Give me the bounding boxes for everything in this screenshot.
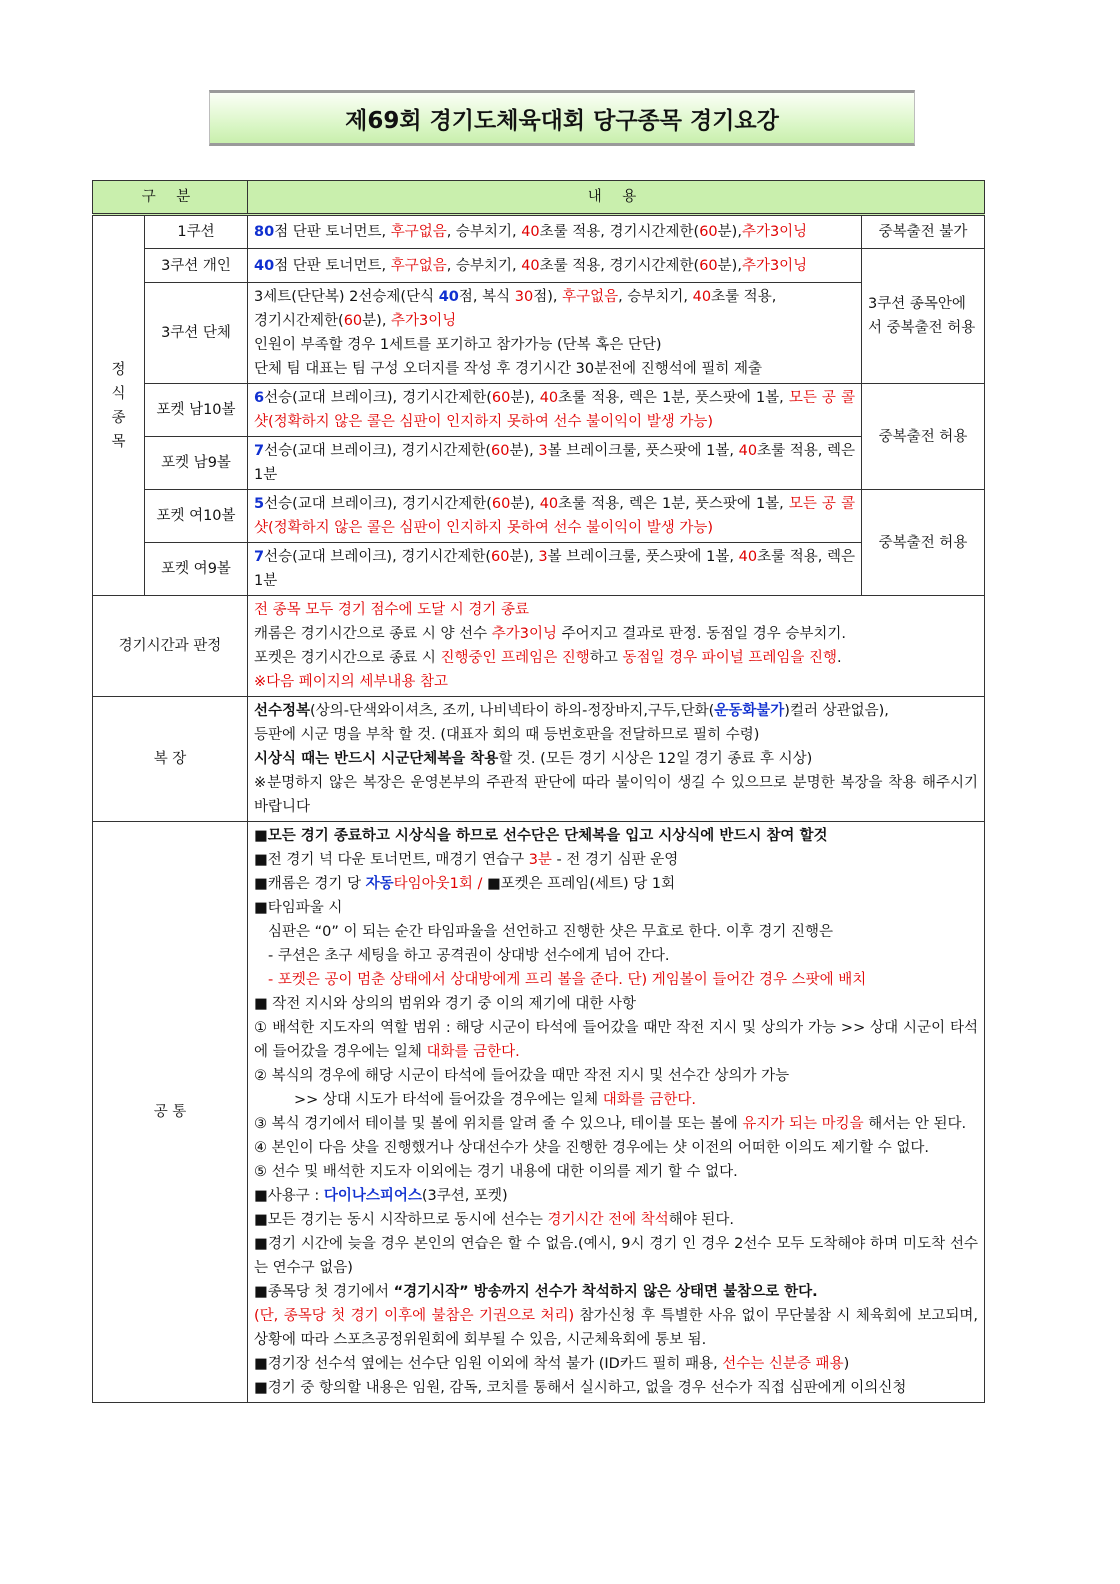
text-run: 60 [491, 443, 510, 459]
text-run: 후구없음 [562, 289, 619, 305]
text-run: 참가신청 후 특별한 사유 없이 무단불참 시 체육회에 보고되며, 상황에 따라 스포츠공정위원회에 회부될 수 있음, 시군체육회에 통보 됨. [254, 1308, 978, 1348]
text-run: 시상식 때는 반드시 시군단체복을 착용 [254, 751, 499, 767]
text-run: >> 상대 시도가 타석에 들어갔을 경우에는 일체 [294, 1092, 603, 1108]
common-rule-line [254, 824, 978, 848]
event-name: 1쿠션 [145, 215, 248, 249]
text-run: 캐롬은 경기시간으로 종료 시 양 선수 [254, 626, 492, 642]
uniform-content [248, 697, 985, 822]
text-run: 타임아웃1회 / [393, 876, 487, 892]
text-run: 모든 공 콜 샷(정확하지 않은 콜은 심판이 인지하지 못하여 선수 불이익이 발생 가능) [254, 390, 855, 430]
common-rule-line [254, 1280, 978, 1304]
text-run: ■ 작전 지시와 상의의 범위와 경기 중 이의 제기에 대한 사항 [254, 996, 636, 1012]
header-content: 내 용 [248, 181, 985, 215]
text-run: 초룰 적용, 렉은 1분 [254, 443, 855, 483]
text-run: 40 [438, 289, 459, 305]
event-name: 포켓 남10볼 [145, 384, 248, 437]
text-run: ■전 경기 넉 다운 토너먼트, 매경기 연습구 [254, 852, 529, 868]
text-run: 60 [491, 390, 511, 406]
text-run: 40 [521, 257, 540, 274]
text-run: 분), [510, 390, 540, 406]
text-run: 40 [539, 496, 559, 512]
event-rule [248, 283, 862, 384]
text-run: - 포켓은 공이 멈춘 상태에서 상대방에게 프리 볼을 준다. 단) 게임볼이 들어간 경우 스팟에 배치 [268, 972, 867, 988]
text-run: 80 [254, 224, 275, 240]
text-run: 점, 복식 [458, 289, 515, 305]
text-run: 40 [539, 390, 559, 406]
text-run: 선승(교대 브레이크), 경기시간제한( [264, 390, 492, 406]
text-run: 분), [362, 313, 392, 329]
text-run: 3분 [528, 852, 552, 868]
text-run: , 승부치기, [618, 289, 693, 305]
text-run: 운동화불가 [714, 703, 785, 719]
text-run: ■경기 시간에 늦을 경우 본인의 연습은 할 수 없음.(예시, 9시 경기 인 경우 2선수 모두 도착해야 하며 미도착 선수는 연수구 없음) [254, 1236, 978, 1276]
text-run: 분), [717, 224, 742, 240]
text-run: 선승(교대 브레이크), 경기시간제한( [264, 443, 492, 459]
text-run: ■종목당 첫 경기에서 [254, 1284, 394, 1300]
time-judgment-content [248, 596, 985, 697]
uniform-label: 복 장 [93, 697, 248, 822]
text-run: 유지가 되는 마킹을 [742, 1116, 864, 1132]
text-run: 하고 [589, 650, 623, 666]
text-run: 초룰 적용, 경기시간제한( [539, 224, 700, 240]
event-name: 3쿠션 단체 [145, 283, 248, 384]
time-judgment-label: 경기시간과 판정 [93, 596, 248, 697]
text-run: 점 단판 토너먼트, [274, 257, 391, 274]
event-rule [248, 215, 862, 249]
event-name: 3쿠션 개인 [145, 249, 248, 283]
text-run: 볼 브레이크룰, 풋스팟에 1볼, [547, 549, 739, 565]
event-name: 포켓 남9볼 [145, 437, 248, 490]
event-note: 3쿠션 종목안에서 중복출전 허용 [862, 249, 985, 384]
common-rule-line [254, 1088, 978, 1112]
text-run: ② 복식의 경우에 해당 시군이 타석에 들어갔을 때만 작전 지시 및 선수간 상의가 가능 [254, 1068, 790, 1084]
common-rule-line [254, 896, 978, 920]
text-run: 7 [254, 443, 265, 459]
common-rule-line [254, 1208, 978, 1232]
text-run: 인원이 부족할 경우 1세트를 포기하고 참가가능 (단복 혹은 단단) [254, 337, 662, 353]
text-run: 선승(교대 브레이크), 경기시간제한( [264, 496, 492, 512]
text-run: 7 [254, 549, 265, 565]
text-run: “경기시작” 방송까지 선수가 착석하지 않은 상태면 불참으로 한다. [393, 1284, 818, 1300]
text-run: 분), [509, 549, 539, 565]
text-run: 모든 공 콜 샷(정확하지 않은 콜은 심판이 인지하지 못하여 선수 불이익이 발생 가능) [254, 496, 855, 536]
text-run: , 승부치기, [446, 224, 522, 240]
text-run: 추가3이닝 [491, 626, 558, 642]
common-rule-line [254, 920, 978, 944]
common-rule-line [254, 872, 978, 896]
common-rule-line [254, 1064, 978, 1088]
common-rule-line [254, 1352, 978, 1376]
text-run: 볼 브레이크룰, 풋스팟에 1볼, [547, 443, 739, 459]
text-run: 3세트(단단복) 2선승제(단식 [254, 289, 439, 305]
common-rule-line [254, 1112, 978, 1136]
common-rule-line [254, 1304, 978, 1352]
text-run: 분), [509, 443, 539, 459]
common-rule-line [254, 1160, 978, 1184]
text-run: . [837, 650, 842, 666]
text-run: 해서는 안 된다. [863, 1116, 967, 1132]
text-run: 30 [514, 289, 534, 305]
text-run: 할 것. (모든 경기 시상은 12일 경기 종료 후 시상) [498, 751, 813, 767]
text-run: 후구없음 [390, 257, 447, 274]
text-run: 초룰 적용, 렉은 1분 [254, 549, 855, 589]
text-run: 60 [699, 224, 718, 240]
text-run: 진행중인 프레임은 진행 [440, 650, 590, 666]
text-run: 경기시간제한( [254, 313, 344, 329]
text-run: 다이나스피어스 [323, 1188, 422, 1204]
common-rule-line [254, 968, 978, 992]
text-run: ① 배석한 지도자의 역할 범위 : 해당 시군이 타석에 들어갔을 때만 작전 지시 및 상의가 가능 >> 상대 시군이 타석에 들어갔을 경우에는 일체 [254, 1020, 979, 1060]
text-run: 대화를 금한다. [602, 1092, 696, 1108]
event-note: 중복출전 불가 [862, 215, 985, 249]
text-run: )컬러 상관없음), [784, 703, 889, 719]
text-run: - 전 경기 심판 운영 [551, 852, 679, 868]
text-run: ※다음 페이지의 세부내용 참고 [254, 674, 449, 690]
text-run: 초룰 적용, [711, 289, 777, 305]
text-run: 선수는 신분증 패용 [722, 1356, 844, 1372]
text-run: ■포켓은 프레임(세트) 당 1회 [486, 876, 676, 892]
text-run: 포켓은 경기시간으로 종료 시 [254, 650, 441, 666]
text-run: 5 [254, 496, 265, 512]
text-run: 추가3이닝 [741, 257, 808, 274]
text-run: 60 [491, 549, 510, 565]
common-rule-line [254, 848, 978, 872]
text-run: 3 [538, 549, 548, 565]
text-run: ) [843, 1356, 850, 1372]
text-run: 해야 된다. [668, 1212, 735, 1228]
text-run: ④ 본인이 다음 샷을 진행했거나 상대선수가 샷을 진행한 경우에는 샷 이전의 어떠한 이의도 제기할 수 없다. [254, 1140, 930, 1156]
text-run: 선승(교대 브레이크), 경기시간제한( [264, 549, 492, 565]
common-rule-line [254, 1376, 978, 1400]
text-run: ※분명하지 않은 복장은 운영본부의 주관적 판단에 따라 불이익이 생길 수 있으므로 분명한 복장을 착용 해주시기 바랍니다 [254, 775, 978, 815]
common-label: 공 통 [93, 822, 248, 1403]
text-run: 점), [533, 289, 563, 305]
event-rule [248, 437, 862, 490]
common-content [248, 822, 985, 1403]
text-run: ■경기 중 항의할 내용은 임원, 감독, 코치를 통해서 실시하고, 없을 경우 선수가 직접 심판에게 이의신청 [254, 1380, 907, 1396]
text-run: 심판은 “0” 이 되는 순간 타임파울을 선언하고 진행한 샷은 무효로 한다. 이후 경기 진행은 [268, 924, 834, 940]
title-box [209, 90, 915, 146]
text-run: 분), [717, 257, 742, 274]
text-run: 분), [510, 496, 540, 512]
event-name: 포켓 여9볼 [145, 543, 248, 596]
text-run: 후구없음 [390, 224, 447, 240]
text-run: 초룰 적용, 경기시간제한( [539, 257, 700, 274]
text-run: 60 [491, 496, 511, 512]
text-run: 경기시간 전에 착석 [547, 1212, 669, 1228]
text-run: ■타임파울 시 [254, 900, 343, 916]
official-events-label: 정 식 종 목 [93, 215, 145, 596]
header-category: 구 분 [93, 181, 248, 215]
text-run: 40 [692, 289, 712, 305]
event-rule [248, 384, 862, 437]
text-run: ③ 복식 경기에서 테이블 및 볼에 위치를 알려 줄 수 있으나, 테이블 또는 볼에 [254, 1116, 743, 1132]
text-run: - 쿠션은 초구 세팅을 하고 공격권이 상대방 선수에게 넘어 간다. [268, 948, 670, 964]
text-run: 단체 팀 대표는 팀 구성 오더지를 작성 후 경기시간 30분전에 진행석에 필히 제출 [254, 361, 762, 377]
common-rule-line [254, 1184, 978, 1208]
text-run: , 승부치기, [446, 257, 522, 274]
text-run: (3쿠션, 포켓) [421, 1188, 508, 1204]
text-run: 추가3이닝 [741, 224, 808, 240]
text-run: 40 [521, 224, 540, 240]
text-run: ■모든 경기는 동시 시작하므로 동시에 선수는 [254, 1212, 548, 1228]
text-run: (상의-단색와이셔츠, 조끼, 나비넥타이 하의-정장바지,구두,단화( [310, 703, 715, 719]
text-run: 60 [343, 313, 363, 329]
text-run: 추가3이닝 [391, 313, 457, 329]
common-rule-line [254, 1136, 978, 1160]
text-run: 40 [738, 443, 758, 459]
event-rule [248, 490, 862, 543]
page-title: 제69회 경기도체육대회 당구종목 경기요강 [345, 107, 779, 134]
text-run: 동점일 경우 파이널 프레임을 진행 [622, 650, 837, 666]
text-run: 40 [738, 549, 758, 565]
text-run: 60 [699, 257, 718, 274]
common-rule-line [254, 992, 978, 1016]
text-run: 자동 [365, 876, 394, 892]
text-run: 등판에 시군 명을 부착 할 것. (대표자 회의 때 등번호판을 전달하므로 필히 수령) [254, 727, 760, 743]
text-run: 주어지고 결과로 판정. 동점일 경우 승부치기. [557, 626, 847, 642]
common-rule-line [254, 1232, 978, 1280]
text-run: 선수정복 [254, 703, 311, 719]
text-run: ■경기장 선수석 옆에는 선수단 임원 이외에 착석 불가 (ID카드 필히 패용, [254, 1356, 723, 1372]
text-run: ■모든 경기 종료하고 시상식을 하므로 선수단은 단체복을 입고 시상식에 반드시 참여 할것 [254, 828, 828, 844]
text-run: ■사용구 : [254, 1188, 324, 1204]
text-run: ■캐롬은 경기 당 [254, 876, 366, 892]
text-run: 점 단판 토너먼트, [274, 224, 391, 240]
text-run: 6 [254, 390, 265, 406]
text-run: ⑤ 선수 및 배석한 지도자 이외에는 경기 내용에 대한 이의를 제기 할 수 없다. [254, 1164, 738, 1180]
text-run: 40 [254, 257, 275, 274]
event-name: 포켓 여10볼 [145, 490, 248, 543]
event-note: 중복출전 허용 [862, 490, 985, 596]
event-note: 중복출전 허용 [862, 384, 985, 490]
text-run: 대화를 금한다. [426, 1044, 520, 1060]
text-run: (단, 종목당 첫 경기 이후에 불참은 기권으로 처리) [254, 1308, 575, 1324]
text-run: 초룰 적용, 렉은 1분, 풋스팟에 1볼, [558, 390, 789, 406]
event-rule [248, 543, 862, 596]
event-rule [248, 249, 862, 283]
common-rule-line [254, 1016, 978, 1064]
rules-table [92, 180, 985, 1403]
text-run: 3 [538, 443, 548, 459]
common-rule-line [254, 944, 978, 968]
text-run: 전 종목 모두 경기 점수에 도달 시 경기 종료 [254, 602, 529, 618]
text-run: 초룰 적용, 렉은 1분, 풋스팟에 1볼, [558, 496, 789, 512]
